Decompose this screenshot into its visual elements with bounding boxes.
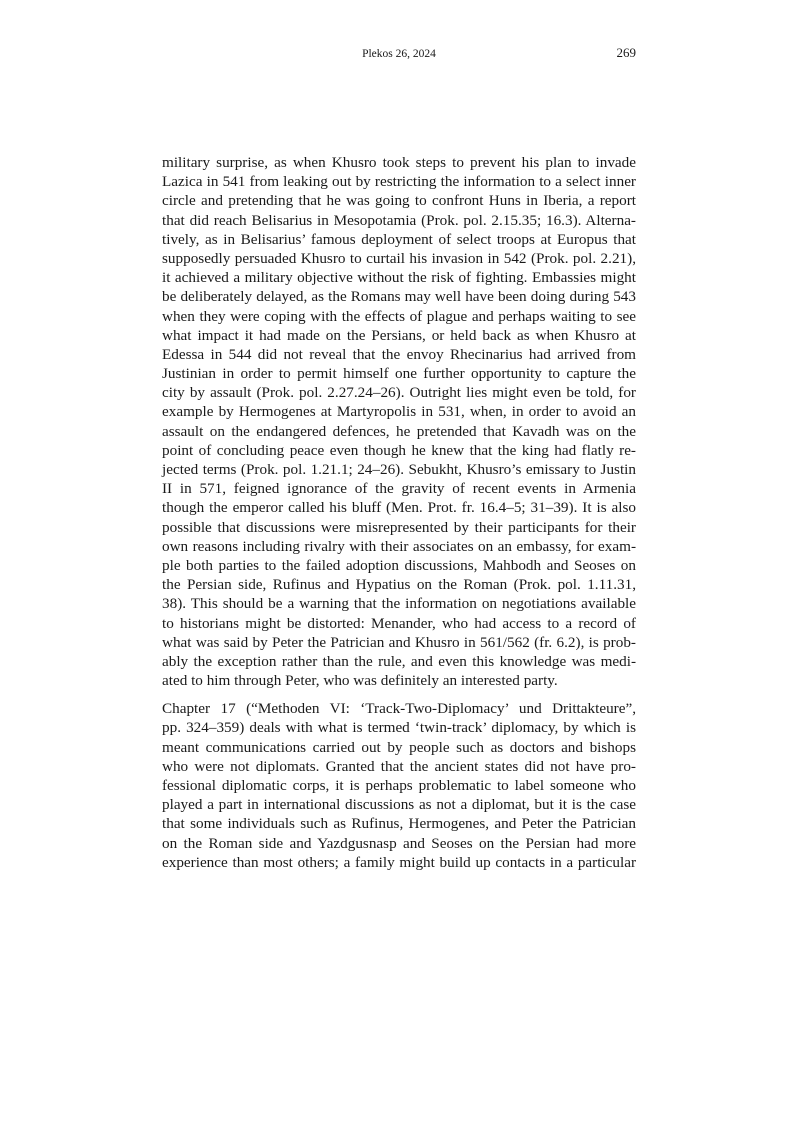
- text-line: Chapter 17 (“Methoden VI: ‘Track-Two-Diplomacy’ und Drittakteure”,: [162, 700, 636, 718]
- text-line: though the emperor called his bluff (Men. Prot. fr. 16.4–5; 31–39). It is also: [162, 499, 636, 517]
- text-line: fessional diplomatic corps, it is perhaps problematic to label someone who: [162, 777, 636, 794]
- paragraph: [162, 153, 636, 690]
- text-line: point of concluding peace even though he knew that the king had flatly re-: [162, 441, 636, 459]
- text-line: who were not diplomats. Granted that the ancient states did not have pro-: [162, 757, 636, 775]
- text-line: II in 571, feigned ignorance of the gravity of recent events in Armenia: [162, 480, 636, 498]
- text-line: pp. 324–359) deals with what is termed ‘twin-track’ diplomacy, by which is: [162, 719, 636, 737]
- text-line: Justinian in order to permit himself one further opportunity to capture the: [162, 365, 636, 383]
- text-line: played a part in international discussions as not a diplomat, but it is the case: [162, 796, 636, 814]
- text-line: tively, as in Belisarius’ famous deployment of select troops at Europus that: [162, 230, 636, 248]
- text-line: what impact it had made on the Persians, or held back as when Khusro at: [162, 326, 636, 344]
- text-line: when they were coping with the effects of plague and perhaps waiting to see: [162, 307, 636, 325]
- text-line: meant communications carried out by people such as doctors and bishops: [162, 738, 636, 756]
- text-line: Lazica in 541 from leaking out by restricting the information to a select inner: [162, 173, 636, 191]
- text-line: ple both parties to the failed adoption discussions, Mahbodh and Seoses on: [162, 556, 636, 574]
- paragraph: [162, 699, 636, 872]
- text-line: that some individuals such as Rufinus, Hermogenes, and Peter the Patrician: [162, 815, 636, 833]
- text-line: jected terms (Prok. pol. 1.21.1; 24–26). Sebukht, Khusro’s emissary to Justin: [162, 461, 636, 478]
- text-line: own reasons including rivalry with their associates on an embassy, for exam-: [162, 537, 636, 555]
- text-line: circle and pretending that he was going to confront Huns in Iberia, a report: [162, 192, 636, 210]
- text-line: assault on the endangered defences, he pretended that Kavadh was on the: [162, 422, 636, 440]
- text-line: ated to him through Peter, who was definitely an interested party.: [162, 672, 558, 690]
- text-line: experience than most others; a family might build up contacts in a particular: [162, 853, 636, 871]
- text-line: 38). This should be a warning that the information on negotiations available: [162, 595, 636, 613]
- text-line: that did reach Belisarius in Mesopotamia (Prok. pol. 2.15.35; 16.3). Alterna-: [162, 211, 636, 229]
- text-line: city by assault (Prok. pol. 2.27.24–26). Outright lies might even be told, for: [162, 384, 636, 402]
- text-line: possible that discussions were misrepresented by their participants for their: [162, 518, 636, 536]
- page-number: 269: [616, 45, 636, 60]
- journal-title: Plekos 26, 2024: [362, 48, 436, 60]
- text-line: military surprise, as when Khusro took steps to prevent his plan to invade: [162, 154, 636, 171]
- text-line: ably the exception rather than the rule, and even this knowledge was medi-: [162, 652, 636, 670]
- text-line: Edessa in 544 did not reveal that the envoy Rhecinarius had arrived from: [162, 345, 636, 363]
- text-line: be deliberately delayed, as the Romans may well have been doing during 543: [162, 288, 636, 306]
- text-line: to historians might be distorted: Menander, who had access to a record of: [162, 614, 636, 632]
- text-line: supposedly persuaded Khusro to curtail his invasion in 542 (Prok. pol. 2.21),: [162, 249, 636, 267]
- text-line: example by Hermogenes at Martyropolis in 531, when, in order to avoid an: [162, 403, 636, 421]
- text-line: the Persian side, Rufinus and Hypatius on the Roman (Prok. pol. 1.11.31,: [162, 576, 636, 594]
- running-header: [162, 45, 636, 65]
- text-line: it achieved a military objective without the risk of fighting. Embassies might: [162, 269, 636, 287]
- body-text: [162, 153, 636, 872]
- text-line: what was said by Peter the Patrician and Khusro in 561/562 (fr. 6.2), is prob-: [162, 633, 636, 651]
- text-line: on the Roman side and Yazdgusnasp and Seoses on the Persian had more: [162, 834, 636, 852]
